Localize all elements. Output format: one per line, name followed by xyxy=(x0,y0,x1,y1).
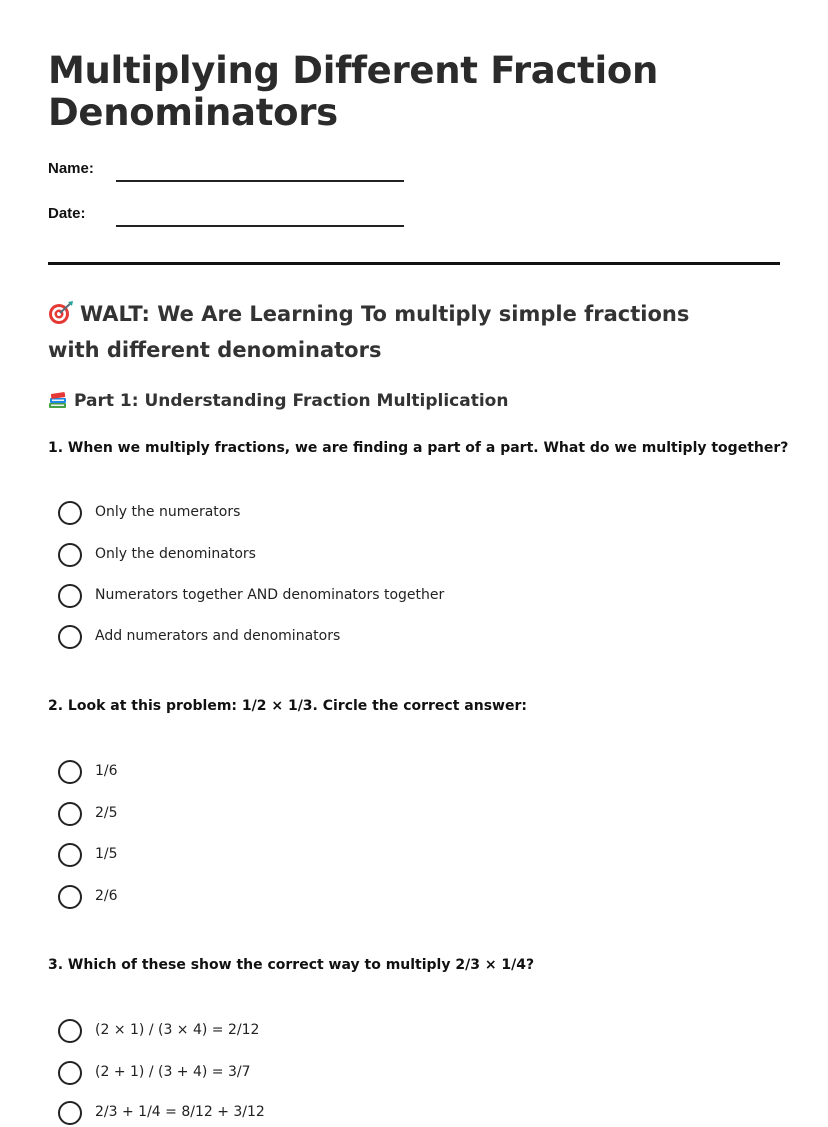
question-2: 2. Look at this problem: 1/2 × 1/3. Circle the correct answer: xyxy=(48,698,527,714)
q3-option-1[interactable] xyxy=(58,1019,658,1045)
q3-option-2[interactable] xyxy=(58,1061,658,1087)
question-1: 1. When we multiply fractions, we are finding a part of a part. What do we multiply together? xyxy=(48,440,789,456)
header-divider xyxy=(48,262,780,265)
q1-option-1[interactable] xyxy=(58,501,658,527)
option-label: 2/5 xyxy=(95,805,118,821)
q2-option-2[interactable] xyxy=(58,802,658,828)
option-label: Numerators together AND denominators together xyxy=(95,587,445,603)
name-label: Name: xyxy=(48,160,94,177)
name-field[interactable] xyxy=(116,180,404,182)
radio-button[interactable] xyxy=(58,543,82,567)
option-label: Add numerators and denominators xyxy=(95,628,341,644)
option-label: 1/5 xyxy=(95,846,118,862)
date-field[interactable] xyxy=(116,225,404,227)
name-field-row xyxy=(48,160,408,190)
radio-button[interactable] xyxy=(58,584,82,608)
option-label: 1/6 xyxy=(95,763,118,779)
radio-button[interactable] xyxy=(58,1101,82,1125)
radio-button[interactable] xyxy=(58,1019,82,1043)
option-label: (2 + 1) / (3 + 4) = 3/7 xyxy=(95,1064,251,1080)
radio-button[interactable] xyxy=(58,802,82,826)
radio-button[interactable] xyxy=(58,625,82,649)
option-label: (2 × 1) / (3 × 4) = 2/12 xyxy=(95,1022,260,1038)
option-label: 2/3 + 1/4 = 8/12 + 3/12 xyxy=(95,1104,265,1120)
radio-button[interactable] xyxy=(58,760,82,784)
q2-option-3[interactable] xyxy=(58,843,658,869)
q2-option-1[interactable] xyxy=(58,760,658,786)
option-label: Only the denominators xyxy=(95,546,256,562)
target-icon xyxy=(48,300,74,324)
radio-button[interactable] xyxy=(58,1061,82,1085)
q1-option-3[interactable] xyxy=(58,584,658,610)
q1-option-2[interactable] xyxy=(58,543,658,569)
page-title: Multiplying Different Fraction Denominators xyxy=(48,49,659,134)
option-label: Only the numerators xyxy=(95,504,241,520)
part1-heading-text: Part 1: Understanding Fraction Multiplication xyxy=(74,391,509,411)
part1-heading xyxy=(48,390,508,411)
q1-option-4[interactable] xyxy=(58,625,658,651)
walt-text: WALT: We Are Learning To multiply simple fractions with different denominators xyxy=(48,302,690,362)
question-3: 3. Which of these show the correct way to multiply 2/3 × 1/4? xyxy=(48,957,535,973)
date-label: Date: xyxy=(48,205,86,222)
option-label: 2/6 xyxy=(95,888,118,904)
date-field-row xyxy=(48,205,408,235)
radio-button[interactable] xyxy=(58,501,82,525)
q2-option-4[interactable] xyxy=(58,885,658,911)
books-icon xyxy=(48,390,68,410)
walt-heading xyxy=(48,296,748,368)
q3-option-3[interactable] xyxy=(58,1101,658,1127)
radio-button[interactable] xyxy=(58,843,82,867)
radio-button[interactable] xyxy=(58,885,82,909)
